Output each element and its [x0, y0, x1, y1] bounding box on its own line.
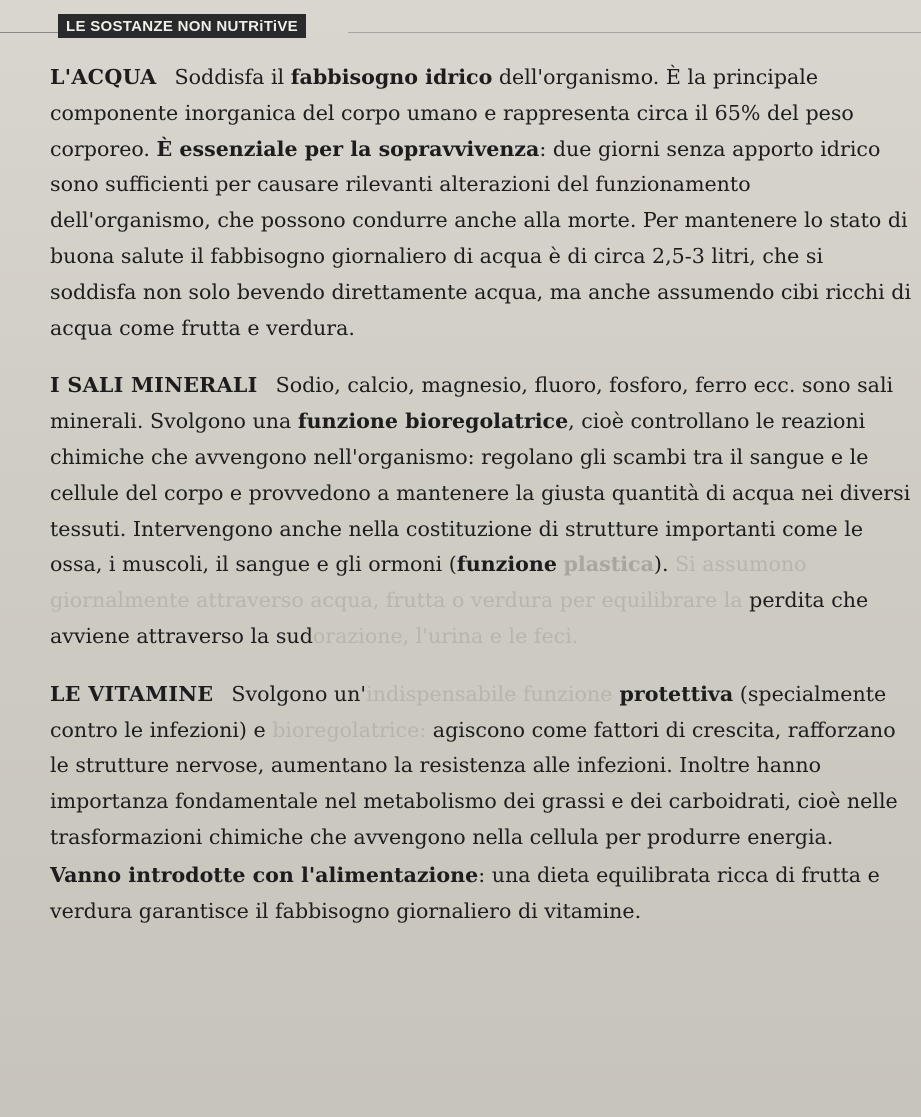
- vitamine-text-4: : una dieta equilibrata ricca di frutta e verdura garantisce il fabbisogno giornaliero di vitamine.: [50, 862, 880, 923]
- sali-faded-1: per equilibrare la: [559, 588, 743, 613]
- paragraph-sali: [50, 368, 912, 654]
- sali-faded-2: orazione, l'urina e le feci.: [312, 623, 579, 648]
- paragraph-vitamine: [50, 677, 912, 856]
- sali-bold-3: plastica: [563, 552, 654, 577]
- acqua-text-1: Soddisfa il: [174, 65, 291, 89]
- acqua-bold-1: fabbisogno idrico: [290, 65, 493, 89]
- sali-text-3: ).: [653, 552, 676, 577]
- vitamine-faded-1: indispensabile funzione: [366, 681, 613, 706]
- top-rule-left: [0, 32, 58, 33]
- vitamine-text-2: (specialmente contro le infezioni) e: [50, 681, 887, 742]
- top-rule-right: [348, 32, 921, 33]
- vitamine-bold-2: Vanno introdotte con l'alimentazione: [50, 862, 479, 887]
- acqua-text-3: : due giorni senza apporto idrico sono sufficienti per causare rilevanti alterazioni del funzionamento dell'organismo, che possono condurre anche alla morte. Per mantenere lo stato di buona salute il fabbisogno giornaliero di acqua è di circa 2,5-3 litri, che si soddisfa non solo bevendo direttamente acqua, ma anche assumendo cibi ricchi di acqua come frutta e verdura.: [50, 136, 912, 340]
- heading-acqua: L'ACQUA: [50, 65, 157, 89]
- sali-text-4: Si assumono giornalmente attraverso acqua, frutta o verdura: [50, 552, 807, 613]
- sali-text-2: , cioè controllano le reazioni chimiche che avvengono nell'organismo: regolano gli scambi tra il sangue e le cellule del corpo e provvedono a mantenere la giusta quantità di acqua nei diversi tessuti. Intervengono anche nella costituzione di strutture importanti come le ossa, i muscoli, il sangue e gli ormoni (: [50, 409, 911, 577]
- vitamine-faded-2: bioregolatrice:: [272, 717, 427, 742]
- paragraph-vitamine-2: [50, 858, 912, 930]
- sali-text-1: Sodio, calcio, magnesio, fluoro, fosforo, ferro ecc. sono sali minerali. Svolgono una: [50, 373, 894, 434]
- page-content: [50, 60, 912, 929]
- acqua-bold-2: È essenziale per la sopravvivenza: [156, 136, 540, 161]
- section-title: LE SOSTANZE NON NUTRiTiVE: [58, 14, 306, 38]
- paragraph-acqua: [50, 60, 912, 346]
- heading-vitamine: LE VITAMINE: [50, 681, 214, 706]
- heading-sali: I SALI MINERALI: [50, 373, 258, 398]
- vitamine-text-1: Svolgono un': [231, 681, 367, 706]
- sali-text-5: perdita che avviene attraverso la sud: [50, 588, 869, 648]
- sali-bold-1: funzione bioregolatrice: [297, 409, 569, 434]
- acqua-text-2: dell'organismo. È la principale componente inorganica del corpo umano e rappresenta circa il 65% del peso corporeo.: [50, 65, 854, 161]
- vitamine-text-3: agiscono come fattori di crescita, rafforzano le strutture nervose, aumentano la resistenza alle infezioni. Inoltre hanno importanza fondamentale nel metabolismo dei grassi e dei carboidrati, cioè nelle trasformazioni chimiche che avvengono nella cellula per produrre energia.: [50, 717, 898, 849]
- vitamine-bold-1: protettiva: [612, 681, 734, 706]
- sali-bold-2: funzione: [456, 552, 557, 577]
